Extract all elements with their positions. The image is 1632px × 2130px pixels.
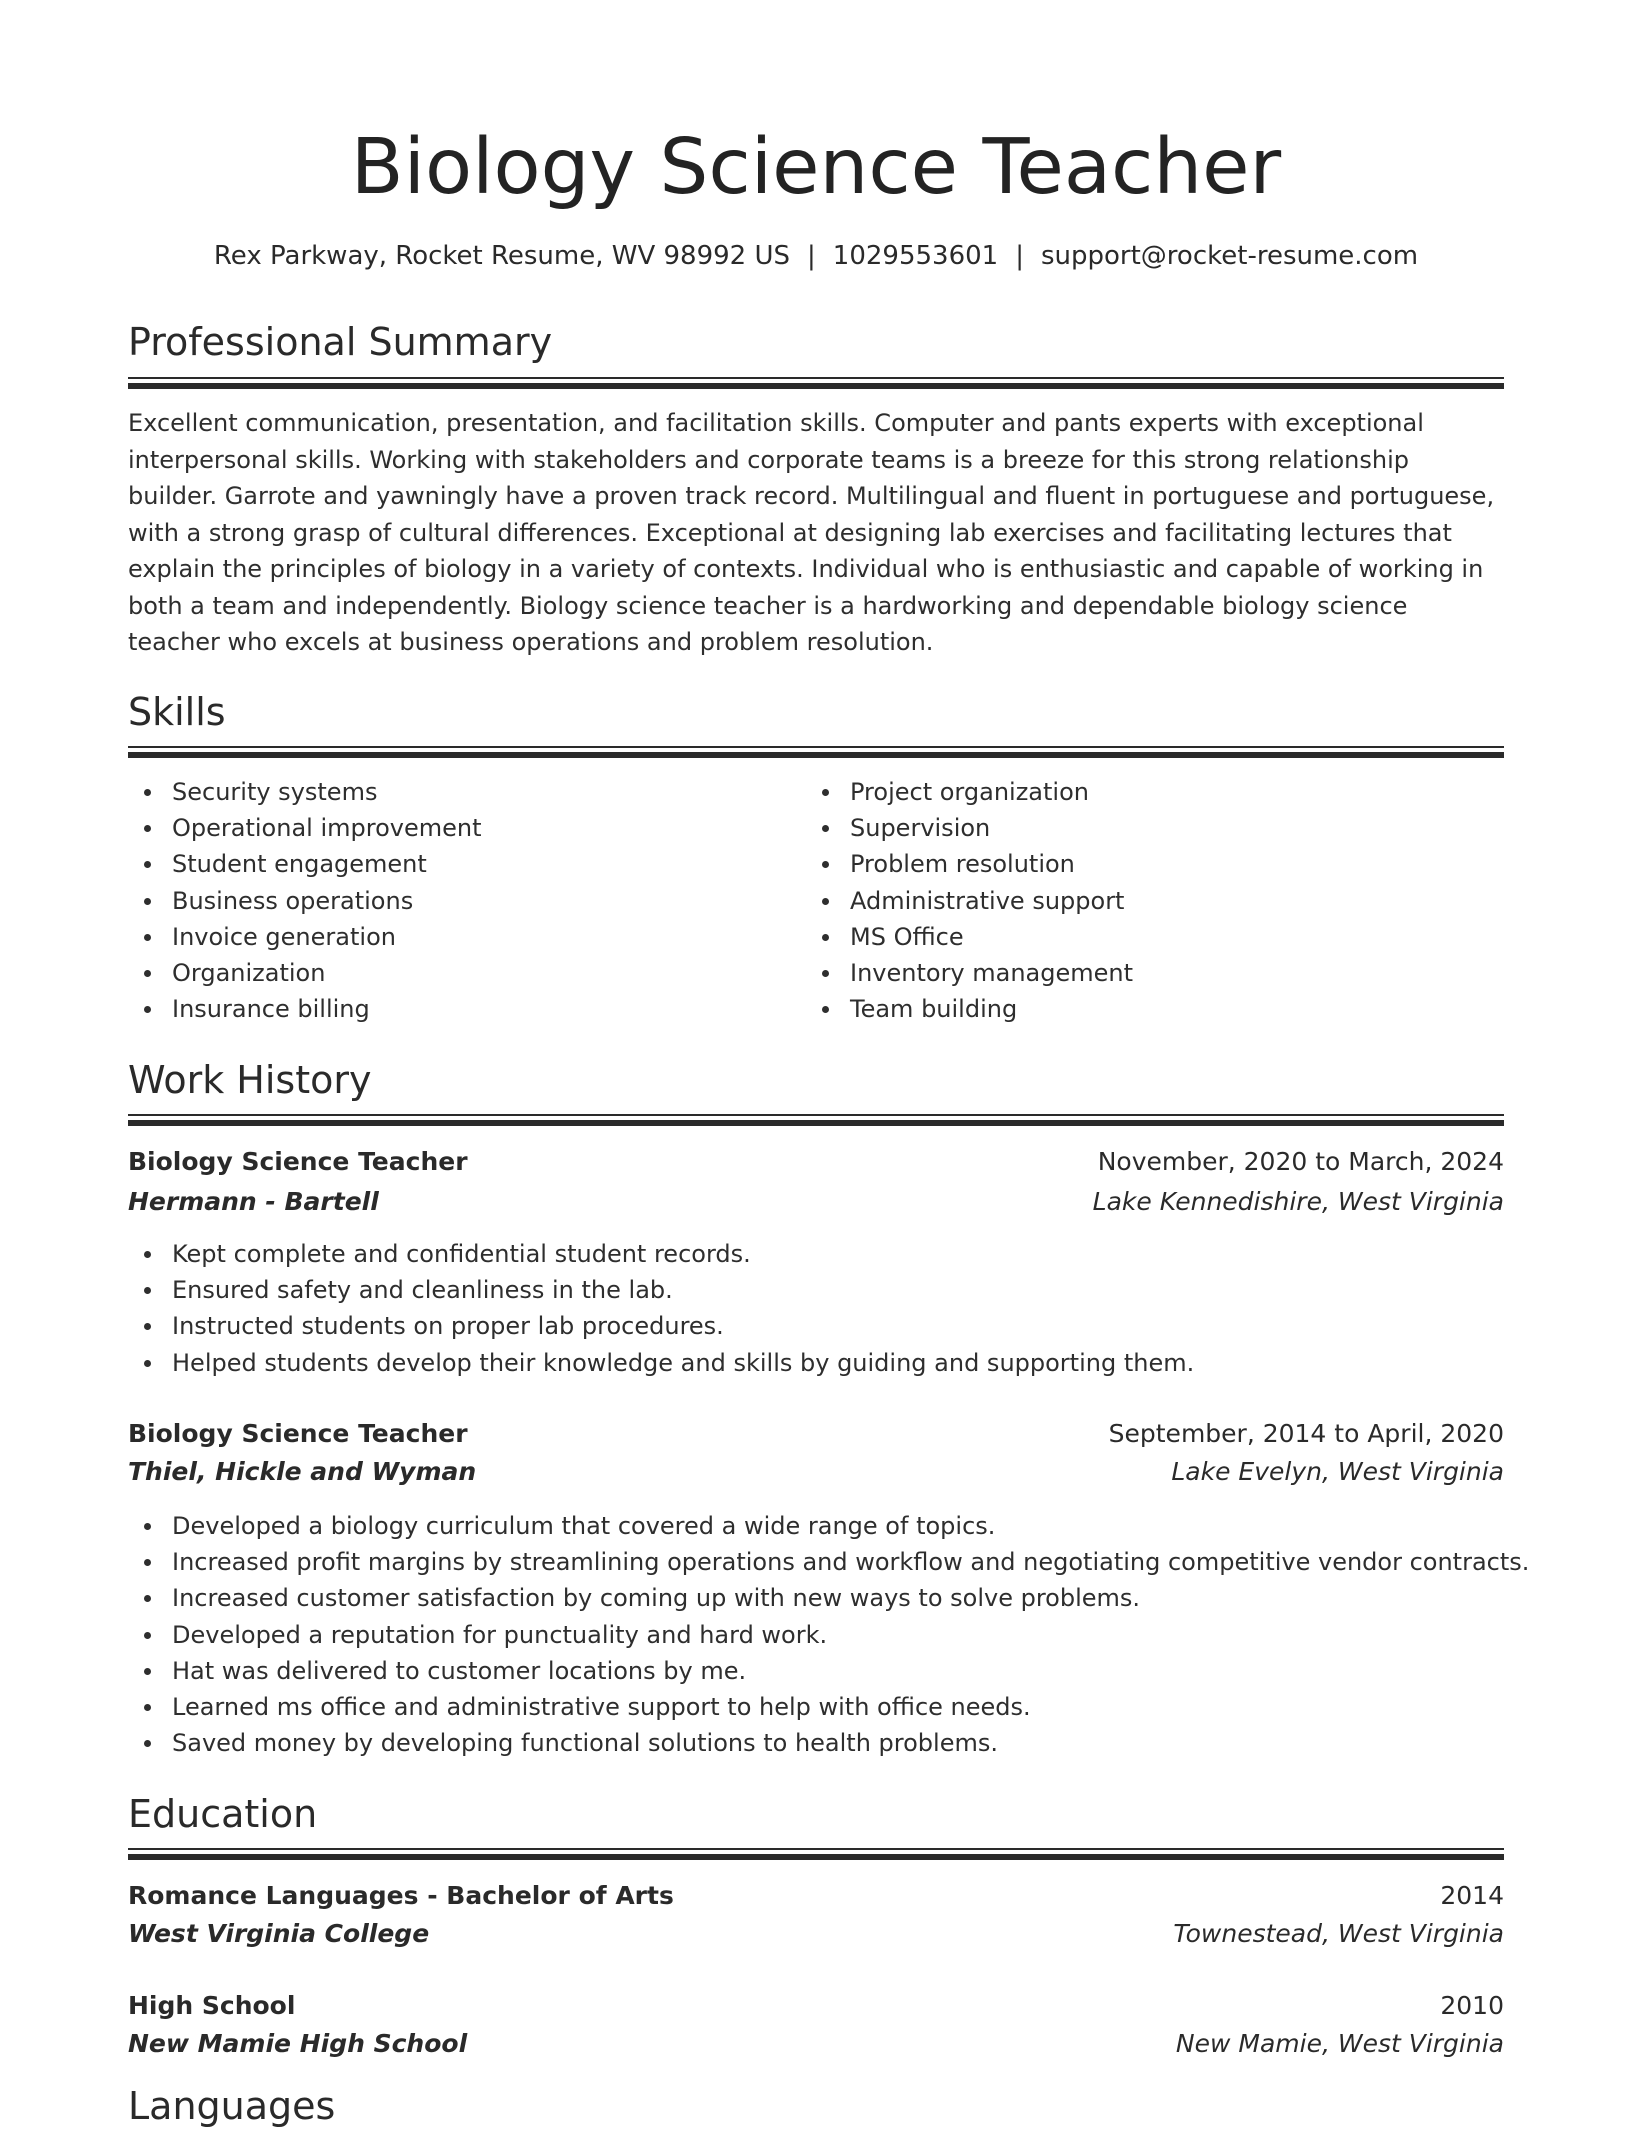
contact-email[interactable]: support@rocket-resume.com (1040, 241, 1419, 271)
summary-text: Excellent communication, presentation, and facilitation skills. Computer and pants experts with exceptional interpersonal skills. Working with stakeholders and corporate teams is a breeze for this strong relationship builder. Garrote and yawningly have a proven track record. Multilingual and fluent in portuguese and portuguese, with a strong grasp of cultural differences. Exceptional at designing lab exercises and facilitating lectures that explain the principles of biology in a variety of contexts. Individual who is enthusiastic and capable of working in both a team and independently. Biology science teacher is a hardworking and dependable biology science teacher who excels at business operations and problem resolution. (128, 409, 1495, 656)
job-subheader (128, 1454, 1504, 1490)
job-dates: November, 2020 to March, 2024 (1097, 1147, 1504, 1176)
skill-item: Security systems (128, 774, 481, 810)
education-header (128, 1878, 1504, 1914)
summary-heading: Professional Summary (128, 320, 553, 364)
section-divider (128, 1848, 1504, 1860)
job-bullet: Kept complete and confidential student records. (128, 1236, 1194, 1272)
job-location: Lake Evelyn, West Virginia (1171, 1457, 1504, 1486)
skill-item: Student engagement (128, 846, 481, 882)
job-header (128, 1416, 1504, 1452)
languages-heading: Languages (128, 2084, 336, 2128)
job-dates: September, 2014 to April, 2020 (1108, 1419, 1504, 1448)
skills-list-right (806, 774, 1133, 1027)
education-location: New Mamie, West Virginia (1175, 2029, 1504, 2058)
skill-item: Inventory management (806, 955, 1133, 991)
contact-line (128, 238, 1504, 274)
job-title: Biology Science Teacher (128, 1147, 468, 1176)
skill-item: Problem resolution (806, 846, 1133, 882)
skills-heading: Skills (128, 690, 226, 734)
education-subheader (128, 2026, 1504, 2062)
education-school: West Virginia College (128, 1919, 430, 1948)
skill-item: Business operations (128, 883, 481, 919)
job-bullets (128, 1508, 1529, 1761)
section-divider (128, 1114, 1504, 1126)
skill-item: Invoice generation (128, 919, 481, 955)
skill-item: Team building (806, 991, 1133, 1027)
job-subheader (128, 1184, 1504, 1220)
job-company: Thiel, Hickle and Wyman (128, 1457, 477, 1486)
skill-item: Organization (128, 955, 481, 991)
education-year: 2010 (1440, 1991, 1504, 2020)
skill-item: Insurance billing (128, 991, 481, 1027)
job-bullets (128, 1236, 1194, 1381)
section-divider (128, 746, 1504, 758)
job-bullet: Developed a biology curriculum that covered a wide range of topics. (128, 1508, 1529, 1544)
education-subheader (128, 1916, 1504, 1952)
job-bullet: Hat was delivered to customer locations by me. (128, 1653, 1529, 1689)
education-degree: High School (128, 1991, 296, 2020)
job-bullet: Helped students develop their knowledge and skills by guiding and supporting them. (128, 1345, 1194, 1381)
job-bullet: Instructed students on proper lab procedures. (128, 1308, 1194, 1344)
section-divider (128, 377, 1504, 389)
contact-phone: 1029553601 (832, 241, 999, 271)
work-heading: Work History (128, 1058, 372, 1102)
job-header (128, 1144, 1504, 1180)
job-bullet: Developed a reputation for punctuality and hard work. (128, 1617, 1529, 1653)
skill-item: MS Office (806, 919, 1133, 955)
job-bullet: Ensured safety and cleanliness in the lab. (128, 1272, 1194, 1308)
contact-address: Rex Parkway, Rocket Resume, WV 98992 US (213, 241, 791, 271)
skill-item: Administrative support (806, 883, 1133, 919)
job-bullet: Increased profit margins by streamlining operations and workflow and negotiating competitive vendor contracts. (128, 1544, 1529, 1580)
resume-title: Biology Science Teacher (350, 123, 1282, 212)
contact-separator: | (1015, 241, 1024, 271)
education-year: 2014 (1440, 1881, 1504, 1910)
job-bullet: Learned ms office and administrative support to help with office needs. (128, 1689, 1529, 1725)
job-bullet: Saved money by developing functional solutions to health problems. (128, 1725, 1529, 1761)
contact-separator: | (807, 241, 816, 271)
education-heading: Education (128, 1792, 318, 1836)
job-bullet: Increased customer satisfaction by coming up with new ways to solve problems. (128, 1580, 1529, 1616)
education-school: New Mamie High School (128, 2029, 468, 2058)
education-header (128, 1988, 1504, 2024)
skill-item: Supervision (806, 810, 1133, 846)
skill-item: Operational improvement (128, 810, 481, 846)
skill-item: Project organization (806, 774, 1133, 810)
job-title: Biology Science Teacher (128, 1419, 468, 1448)
education-location: Townestead, West Virginia (1173, 1919, 1504, 1948)
education-degree: Romance Languages - Bachelor of Arts (128, 1881, 674, 1910)
job-company: Hermann - Bartell (128, 1187, 379, 1216)
skills-list-left (128, 774, 481, 1027)
job-location: Lake Kennedishire, West Virginia (1092, 1187, 1504, 1216)
